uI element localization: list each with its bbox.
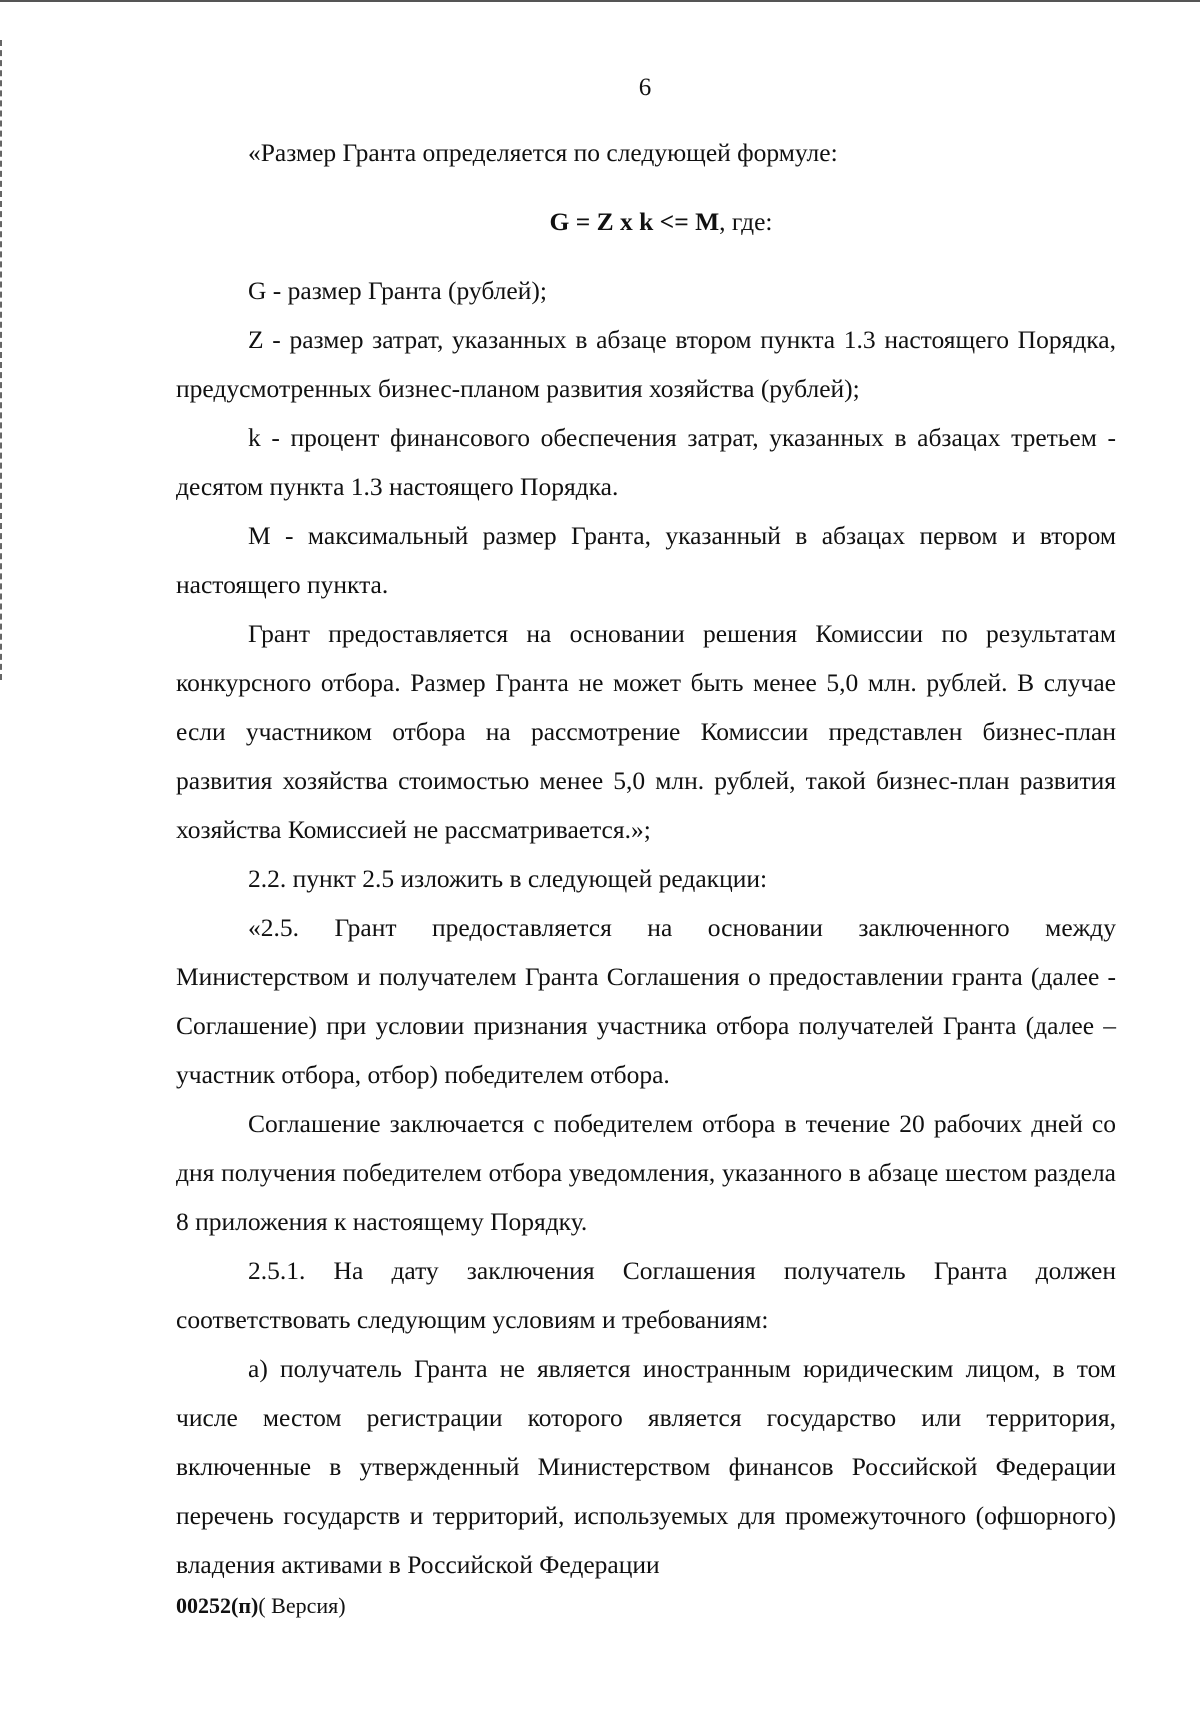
paragraph-condition-a: а) получатель Гранта не является иностранным юридическим лицом, в том числе местом регистрации которого является государство или территория, включенные в утвержденный Министерством финансов Российской Федерации перечень государств и территорий, используемых для промежуточного (офшорного) владения активами в Российской Федерации [176,1354,1116,1579]
paragraph-2-5-1: 2.5.1. На дату заключения Соглашения получатель Гранта должен соответствовать следующим условиям и требованиям: [176,1256,1116,1334]
paragraph-formula-intro: «Размер Гранта определяется по следующей формуле: [248,138,838,167]
formula-suffix: , где: [719,207,773,236]
paragraph-amendment-2-2: 2.2. пункт 2.5 изложить в следующей редакции: [248,864,768,893]
paragraph-2-5: «2.5. Грант предоставляется на основании заключенного между Министерством и получателем Гранта Соглашения о предоставлении гранта (далее - Соглашение) при условии признания участника отбора получателей Гранта (далее – участник отбора, отбор) победителем отбора. [176,913,1116,1089]
document-body [176,128,1116,1589]
document-code: 00252(п) [176,1593,259,1618]
paragraph-def-z: Z - размер затрат, указанных в абзаце втором пункта 1.3 настоящего Порядка, предусмотренных бизнес-планом развития хозяйства (рублей); [176,325,1116,403]
binding-edge-marks [0,40,6,680]
page-number: 6 [638,74,652,101]
top-border-line [0,0,1200,2]
formula-line [176,197,1116,246]
paragraph-def-m: М - максимальный размер Гранта, указанный в абзацах первом и втором настоящего пункта. [176,521,1116,599]
document-version: ( Версия) [258,1593,346,1618]
paragraph-grant-basis: Грант предоставляется на основании решения Комиссии по результатам конкурсного отбора. Размер Гранта не может быть менее 5,0 млн. рублей. В случае если участником отбора на рассмотрение Комиссии представлен бизнес-план развития хозяйства стоимостью менее 5,0 млн. рублей, такой бизнес-план развития хозяйства Комиссией не рассматривается.»; [176,619,1116,844]
formula-expression: G = Z x k <= M [549,207,720,236]
paragraph-def-k: k - процент финансового обеспечения затрат, указанных в абзацах третьем - десятом пункта 1.3 настоящего Порядка. [176,423,1116,501]
paragraph-agreement-term: Соглашение заключается с победителем отбора в течение 20 рабочих дней со дня получения победителем отбора уведомления, указанного в абзаце шестом раздела 8 приложения к настоящему Порядку. [176,1109,1116,1236]
document-footer [176,1593,346,1619]
paragraph-def-g: G - размер Гранта (рублей); [248,276,547,305]
